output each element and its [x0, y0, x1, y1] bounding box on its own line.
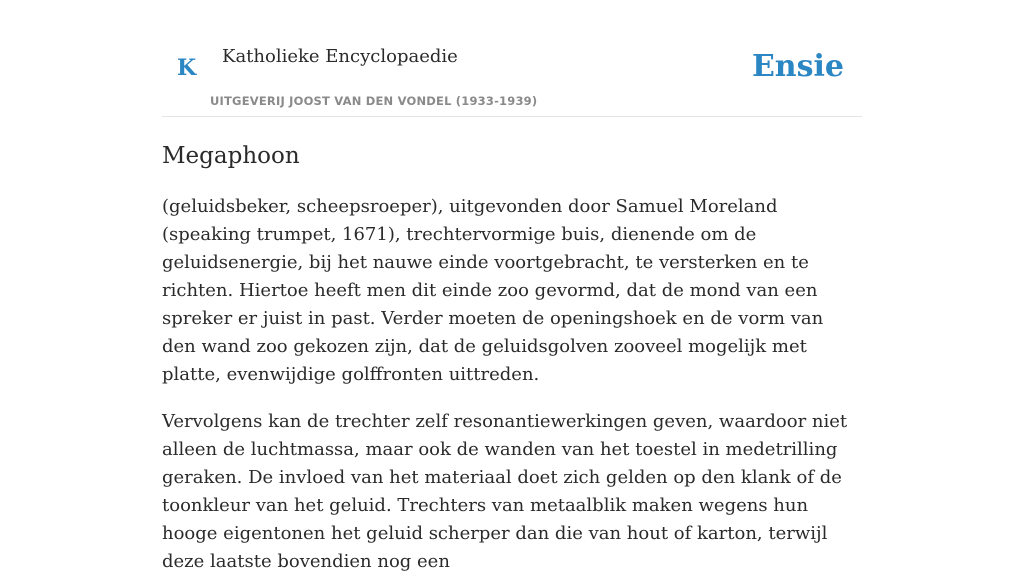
publisher-label: UITGEVERIJ JOOST VAN DEN VONDEL (1933-1939) — [210, 94, 538, 108]
ensie-logo[interactable]: Ensie — [751, 49, 844, 84]
article-paragraph: Vervolgens kan de trechter zelf resonantiewerkingen geven, waardoor niet alleen de luchtmassa, maar ook de wanden van het toestel in medetrilling geraken. De invloed van het materiaal doet zich gelden op den klank of de toonkleur van het geluid. Trechters van metaalblik maken wegens hun hooge eigentonen het geluid scherper dan die van hout of karton, terwijl deze laatste bovendien nog een — [162, 411, 848, 572]
article-title: Megaphoon — [162, 143, 300, 169]
page — [162, 0, 862, 576]
book-title-link[interactable]: Katholieke Encyclopaedie — [222, 46, 458, 67]
book-logo[interactable]: K — [177, 55, 197, 81]
header — [162, 0, 862, 117]
article-paragraph: (geluidsbeker, scheepsroeper), uitgevonden door Samuel Moreland (speaking trumpet, 1671), trechtervormige buis, dienende om de geluidsenergie, bij het nauwe einde voortgebracht, te versterken en te richten. Hiertoe heeft men dit einde zoo gevormd, dat de mond van een spreker er juist in past. Verder moeten de openingshoek en de vorm van den wand zoo gekozen zijn, dat de geluidsgolven zooveel mogelijk met platte, evenwijdige golffronten uittreden. — [162, 196, 824, 385]
